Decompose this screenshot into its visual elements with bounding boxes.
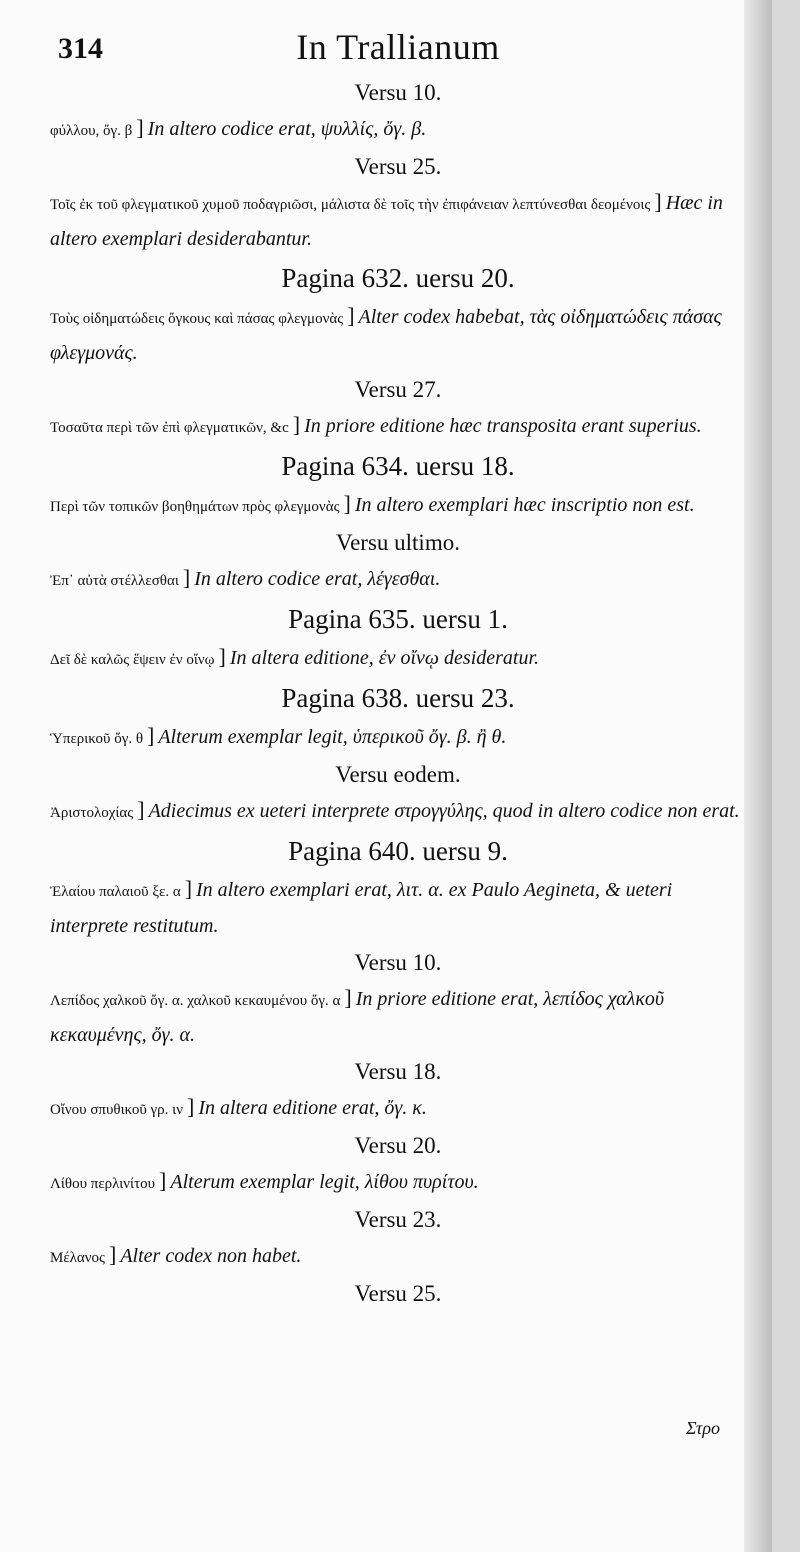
greek-lemma: Ὑπερικοῦ ὄγ. θ: [50, 731, 144, 747]
greek-lemma: Ἐπ᾽ αὐτὰ στέλλεσθαι: [50, 573, 179, 589]
annotation-entry: [50, 561, 746, 598]
section-heading: Versu 10.: [354, 80, 442, 105]
latin-note: In priore editione erat, λεπίδος χαλκοῦ κεκαυμένης, ὄγ. α.: [50, 988, 665, 1046]
closing-bracket: ]: [137, 797, 145, 822]
closing-bracket: ]: [136, 115, 144, 140]
greek-lemma: Μέλανος: [50, 1250, 105, 1266]
section-heading: Pagina 634. uersu 18.: [281, 451, 515, 481]
latin-note: Alter codex habebat, τὰς οἰδηματώδεις πάσας φλεγμονάς.: [50, 306, 722, 364]
greek-lemma: Λίθου περλινίτου: [50, 1176, 156, 1192]
annotation-entry: [50, 1090, 746, 1127]
section-heading: Versu 25.: [354, 1281, 442, 1306]
annotation-entry: [50, 487, 746, 524]
catchword: Στρο: [685, 1418, 720, 1438]
section-heading: Pagina 640. uersu 9.: [288, 836, 508, 866]
running-head: In Trallianum: [296, 27, 500, 67]
closing-bracket: ]: [184, 876, 193, 901]
closing-bracket: ]: [343, 491, 351, 516]
annotation-entry: [50, 640, 746, 677]
annotation-entry: [50, 111, 746, 148]
section-heading: Versu 25.: [354, 154, 442, 179]
annotation-entry: [50, 793, 746, 830]
page-number: 314: [58, 32, 103, 65]
latin-note: Hæc in altero exemplari desiderabantur.: [50, 192, 723, 250]
annotation-entry: [50, 719, 746, 756]
section-heading: Versu 23.: [354, 1207, 442, 1232]
latin-note: In altero exemplari hæc inscriptio non est.: [354, 494, 695, 516]
annotation-entry: [50, 872, 746, 944]
greek-lemma: φύλλου, ὄγ. β: [50, 123, 133, 139]
closing-bracket: ]: [344, 985, 352, 1010]
section-heading: Versu eodem.: [335, 762, 461, 787]
greek-lemma: Περὶ τῶν τοπικῶν βοηθημάτων πρὸς φλεγμονὰς: [50, 499, 340, 515]
closing-bracket: ]: [109, 1242, 117, 1267]
section-heading: Versu 18.: [354, 1059, 442, 1084]
section-heading: Versu 20.: [354, 1133, 442, 1158]
closing-bracket: ]: [218, 644, 226, 669]
page-edge-shadow: [744, 0, 772, 1552]
closing-bracket: ]: [159, 1168, 167, 1193]
page-header: [50, 24, 746, 74]
annotation-entry: [50, 299, 746, 371]
section-heading: Versu ultimo.: [336, 530, 460, 555]
greek-lemma: Τοσαῦτα περὶ τῶν ἐπὶ φλεγματικῶν, &c: [50, 420, 289, 436]
closing-bracket: ]: [186, 1094, 195, 1119]
greek-lemma: Ἐλαίου παλαιοῦ ξε. α: [50, 884, 181, 900]
latin-note: Alterum exemplar legit, λίθου πυρίτου.: [170, 1171, 479, 1193]
closing-bracket: ]: [147, 723, 155, 748]
annotation-entry: [50, 185, 746, 257]
latin-note: In altero exemplari erat, λιτ. α. ex Paulo Aegineta, & ueteri interprete restitutum.: [50, 879, 673, 937]
closing-bracket: ]: [292, 412, 301, 437]
latin-note: In priore editione hæc transposita erant superius.: [304, 415, 702, 437]
closing-bracket: ]: [654, 189, 662, 214]
latin-note: In altera editione, ἐν οἴνῳ desideratur.: [229, 647, 540, 669]
latin-note: Adiecimus ex ueteri interprete στρογγύλης, quod in altero codice non erat.: [148, 800, 740, 822]
greek-lemma: Δεῖ δὲ καλῶς ἕψειν ἐν οἴνῳ: [50, 652, 215, 668]
annotation-list: [50, 80, 746, 1307]
closing-bracket: ]: [347, 303, 355, 328]
greek-lemma: Τοῖς ἐκ τοῦ φλεγματικοῦ χυμοῦ ποδαγριῶσι, μάλιστα δὲ τοῖς τὴν ἐπιφάνειαν λεπτύνεσθαι δεομένοις: [50, 197, 651, 213]
annotation-entry: [50, 981, 746, 1053]
annotation-entry: [50, 408, 746, 445]
latin-note: In altero codice erat, λέγεσθαι.: [194, 568, 441, 590]
greek-lemma: Ἀριστολοχίας: [50, 805, 134, 821]
latin-note: Alter codex non habet.: [120, 1245, 302, 1267]
greek-lemma: Τοὺς οἰδηματώδεις ὄγκους καὶ πάσας φλεγμονὰς: [50, 311, 344, 327]
section-heading: Pagina 635. uersu 1.: [288, 604, 508, 634]
section-heading: Pagina 638. uersu 23.: [281, 683, 515, 713]
section-heading: Versu 10.: [354, 950, 442, 975]
greek-lemma: Οἴνου σπυθικοῦ γρ. ιν: [50, 1102, 183, 1118]
latin-note: Alterum exemplar legit, ὑπερικοῦ ὄγ. β. ἢ θ.: [158, 726, 507, 748]
section-heading: Pagina 632. uersu 20.: [281, 263, 515, 293]
annotation-entry: [50, 1164, 746, 1201]
section-heading: Versu 27.: [354, 377, 442, 402]
latin-note: In altera editione erat, ὄγ. κ.: [198, 1097, 427, 1119]
annotation-entry: [50, 1238, 746, 1275]
greek-lemma: Λεπίδος χαλκοῦ ὄγ. α. χαλκοῦ κεκαυμένου ὄγ. α: [50, 993, 341, 1009]
closing-bracket: ]: [182, 565, 191, 590]
latin-note: In altero codice erat, ψυλλίς, ὄγ. β.: [147, 118, 427, 140]
